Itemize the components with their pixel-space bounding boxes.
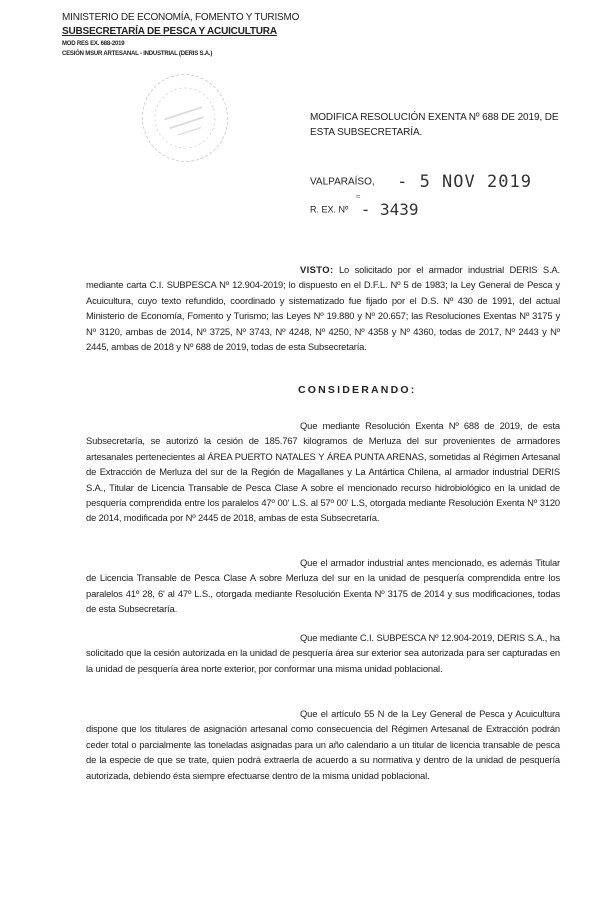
resolution-subject: MODIFICA RESOLUCIÓN EXENTA Nº 688 DE 2019, DE ESTA SUBSECRETARÍA. [310,112,559,138]
visto-text: Lo solicitado por el armador industrial DERIS S.A. mediante carta C.I. SUBPESCA Nº 12.904-2019; lo dispuesto en el D.F.L. Nº 5 de 1983; la Ley General de Pesca y Acuicultura, cuyo texto refundido, coordinado y sistematizado fue fijado por el D.S. Nº 430 de 1991, del actual Ministerio de Economía, Fomento y Turismo; las Leyes Nº 19.880 y Nº 20.657; las Resoluciones Exentas Nº 3175 y Nº 3120, ambas de 2014, Nº 3725, Nº 3743, Nº 4248, Nº 4250, Nº 4358 y Nº 4360, todas de 2017, Nº 2443 y Nº 2445, ambas de 2018 y Nº 688 de 2019, todas de esta Subsecretaría. [86,264,560,353]
considerando-paragraph-4: Que el artículo 55 N de la Ley General de Pesca y Acuicultura dispone que los titulares de asignación artesanal como consecuencia del Régimen Artesanal de Extracción podrán ceder total o parcialmente las toneladas asignadas para un año calendario a un titular de licencia transable de pesca de la especie de que se trate, quien podrá extraerla de acuerdo a su normativa y dentro de la unidad de pesquería autorizada, debiendo ésta siempre efectuarse dentro de la misma unidad poblacional. [86,708,560,781]
stamped-date: - 5 NOV 2019 [397,172,532,192]
considerando-paragraph-1: Que mediante Resolución Exenta Nº 688 de 2019, de esta Subsecretaría, se autorizó la cesión de 185.767 kilogramos de Merluza del sur provenientes de armadores artesanales pertenecientes al ÁREA PUERTO NATALES Y ÁREA PUNTA ARENAS, sometidas al Régimen Artesanal de Extracción de Merluza del sur de la Región de Magallanes y La Antártica Chilena, al armador industrial DERIS S.A., Titular de Licencia Transable de Pesca Clase A sobre el mencionado recurso hidrobiológico en la unidad de pesquería comprendida entre los paralelos 47º 00' L.S. al 57º 00' L.S, otorgada mediante Resolución Exenta Nº 3120 de 2014, modificada por Nº 2445 de 2018, ambas de esta Subsecretaría. [86,420,560,524]
reference-code: MOD RES EX. 688-2019 [62,41,125,47]
considerando-paragraph-3: Que mediante C.I. SUBPESCA Nº 12.904-2019, DERIS S.A., ha solicitado que la cesión autorizada en la unidad de pesquería área sur exterior sea autorizada para ser capturadas en la unidad de pesquería área norte exterior, por conformar una misma unidad poblacional. [86,632,560,674]
resolution-number-label: R. EX. Nº [310,204,349,215]
place-date-row [310,172,532,192]
resolution-number: - 3439 [360,200,419,219]
subsecretaria-name: SUBSECRETARÍA DE PESCA Y ACUICULTURA [62,26,277,37]
ministry-name: MINISTERIO DE ECONOMÍA, FOMENTO Y TURISMO [62,12,300,23]
considerando-paragraph-2: Que el armador industrial antes mencionado, es además Titular de Licencia Transable de Pesca Clase A sobre Merluza del sur en la unidad de pesquería comprendida entre los paralelos 41º 28, 6' al 47º L.S., otorgada mediante Resolución Exenta Nº 3175 de 2014 y sus modificaciones, todas de esta Subsecretaría. [86,557,560,615]
visto-lead: VISTO: [300,264,334,275]
reference-description: CESIÓN MSUR ARTESANAL - INDUSTRIAL (DERIS S.A.) [62,51,213,57]
stamp-mark-icon: ≈ [356,192,361,201]
resolution-number-row [310,200,419,219]
faded-stamp-icon [131,63,240,173]
considerando-heading: CONSIDERANDO: [298,384,417,396]
place-label: VALPARAÍSO, [310,176,375,188]
visto-paragraph [86,262,560,354]
